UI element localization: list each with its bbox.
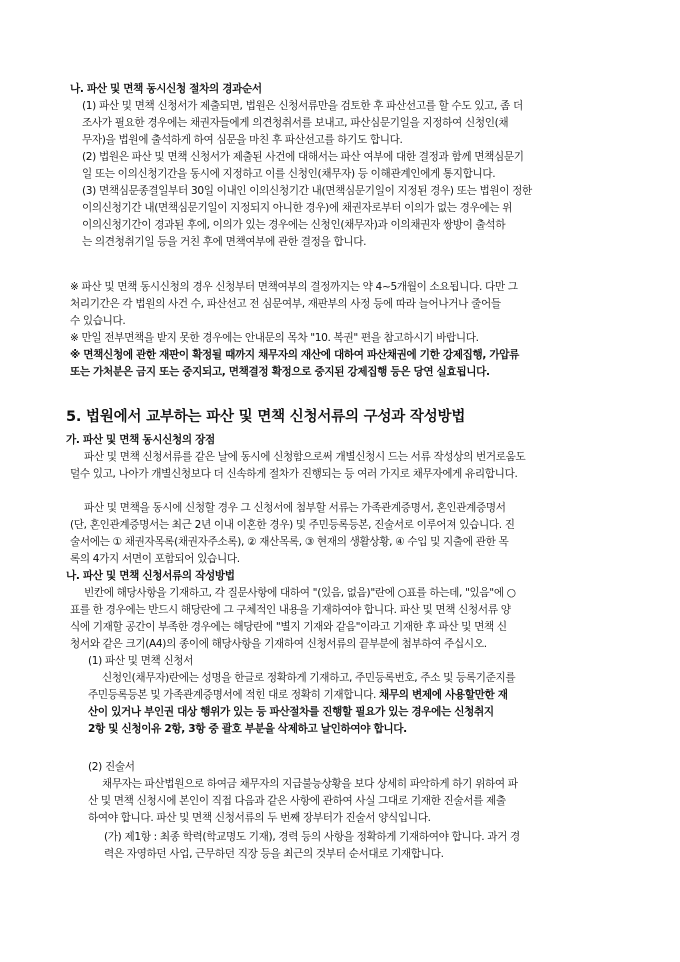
statement-item-ga: (가) 제1항 : 최종 학력(학교명도 기재), 경력 등의 사항을 정확하게 기재하여야 합니다. 과거 경 력은 자영하던 사업, 근무하던 직장 등을 최근의 것부터 순서대로 기재합니다.	[104, 831, 520, 860]
procedure-item-1: (1) 파산 및 면책 신청서가 제출되면, 법원은 신청서류만을 검토한 후 파산선고를 할 수도 있고, 좀 더 조사가 필요한 경우에는 채권자들에게 의견청취서를 보내고, 파산심문기일을 지정하여 신청인(채 무자)을 법원에 출석하게 하여 심문을 마친 후 파산선고를 하기도 합니다.	[82, 100, 523, 146]
ga-paragraph-2: 파산 및 면책을 동시에 신청할 경우 그 신청서에 첨부할 서류는 가족관계증명서, 혼인관계증명서 (단, 혼인관계증명서는 최근 2년 이내 이혼한 경우) 및 주민등록등본, 진술서로 이루어져 있습니다. 진 술서에는 ① 채권자목록(채권자주소록), ② 재산목록, ③ 현재의 생활상황, ④ 수입 및 지출에 관한 목 록의 4가지 서면이 포함되어 있습니다.	[70, 502, 515, 565]
note-processing-period: ※ 파산 및 면책 동시신청의 경우 신청부터 면책여부의 결정까지는 약 4~5개월이 소요됩니다. 다만 그 처리기간은 각 법원의 사건 수, 파산선고 전 심문여부, 재판부의 사정 등에 따라 늘어나거나 줄어들 수 있습니다.	[70, 281, 518, 327]
sub1-heading: (1) 파산 및 면책 신청서	[88, 655, 194, 667]
section-na-procedure-heading: 나. 파산 및 면책 동시신청 절차의 경과순서	[70, 83, 262, 95]
sub2-body: 채무자는 파산법원으로 하여금 채무자의 지급불능상황을 보다 상세히 파악하게 하기 위하여 파 산 및 면책 신청시에 본인이 직접 다음과 같은 사항에 관하여 사실 그대로 기재한 진술서를 제출 하여야 합니다. 파산 및 면책 신청서류의 두 번째 장부터가 진술서 양식입니다.	[88, 778, 518, 824]
note-enforcement-suspension: ※ 면책신청에 관한 재판이 확정될 때까지 채무자의 재산에 대하여 파산채권에 기한 강제집행, 가압류 또는 가처분은 금지 또는 중지되고, 면책결정 확정으로 중지된 강제집행 등은 당연 실효됩니다.	[70, 349, 520, 378]
procedure-item-3: (3) 면책심문종결일부터 30일 이내인 이의신청기간 내(면책심문기일이 지정된 경우) 또는 법원이 정한 이의신청기간 내(면책심문기일이 지정되지 아니한 경우)에 채권자로부터 이의가 없는 경우에는 위 이의신청기간이 경과된 후에, 이의가 있는 경우에는 신청인(채무자)과 이의채권자 쌍방이 출석하 는 의견청취기일 등을 거친 후에 면책여부에 관한 결정을 합니다.	[82, 185, 532, 248]
sub2-heading: (2) 진술서	[88, 761, 135, 773]
sub1-body-bold-text: 채무의 변제에 사용할만한 재 산이 있거나 부인권 대상 행위가 있는 등 파산절차를 진행할 필요가 있는 경우에는 신청취지 2항 및 신청이유 2항, 3항 중 괄호 부분을 삭제하고 날인하여야 합니다.	[88, 689, 508, 735]
section-5-title: 5. 법원에서 교부하는 파산 및 면책 신청서류의 구성과 작성방법	[66, 409, 466, 425]
sub1-body	[88, 670, 650, 738]
procedure-item-2: (2) 법원은 파산 및 면책 신청서가 제출된 사건에 대해서는 파산 여부에 대한 결정과 함께 면책심문기 일 또는 이의신청기간을 동시에 지정하고 이를 신청인(채무자) 등 이해관계인에게 통지합니다.	[82, 151, 524, 180]
section-ga-heading: 가. 파산 및 면책 동시신청의 장점	[66, 434, 215, 446]
sub1-body-text: 신청인(채무자)란에는 성명을 한글로 정확하게 기재하고, 주민등록번호, 주소 및 등록기준지를 주민등록등본 및 가족관계증명서에 적힌 대로 정확히 기재합니다.	[88, 672, 516, 701]
section-na-writing-heading: 나. 파산 및 면책 신청서류의 작성방법	[66, 570, 235, 582]
note-partial-discharge: ※ 만일 전부면책을 받지 못한 경우에는 안내문의 목차 "10. 복권" 편을 참고하시기 바랍니다.	[70, 332, 479, 344]
na-paragraph-1: 빈칸에 해당사항을 기재하고, 각 질문사항에 대하여 "(있음, 없음)"란에 ○표를 하는데, "있음"에 ○ 표를 한 경우에는 반드시 해당란에 그 구체적인 내용을 기재하여야 합니다. 파산 및 면책 신청서류 양 식에 기재할 공간이 부족한 경우에는 해당란에 "별지 기재와 같음"이라고 기재한 후 파산 및 면책 신 청서와 같은 크기(A4)의 종이에 해당사항을 기재하여 신청서류의 끝부분에 첨부하여 주십시오.	[70, 587, 516, 650]
ga-paragraph-1: 파산 및 면책 신청서류를 같은 날에 동시에 신청함으로써 개별신청시 드는 서류 작성상의 번거로움도 덜수 있고, 나아가 개별신청보다 더 신속하게 절차가 진행되는 등 여러 가지로 채무자에게 유리합니다.	[70, 451, 526, 480]
